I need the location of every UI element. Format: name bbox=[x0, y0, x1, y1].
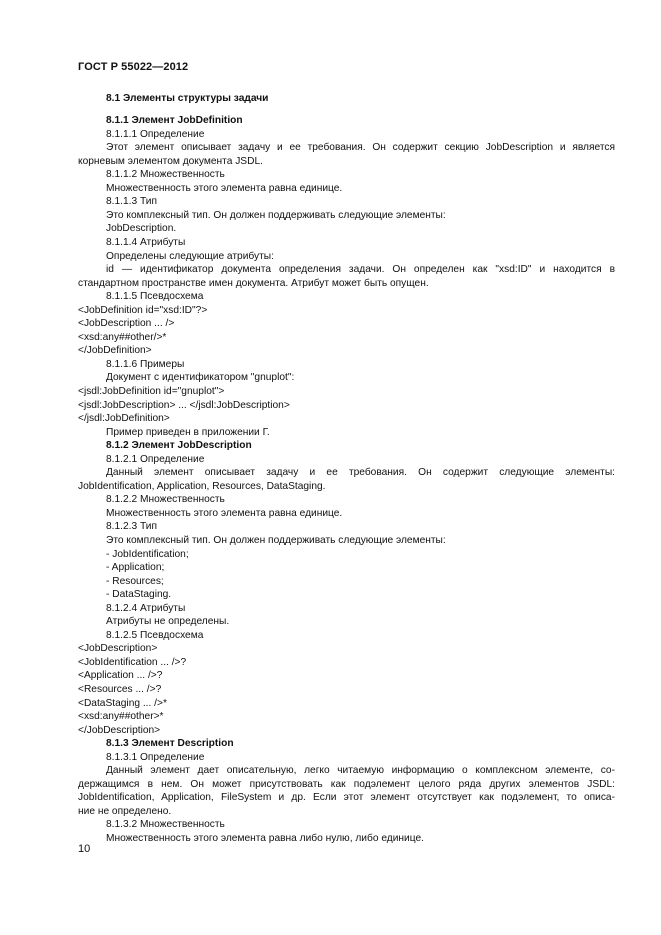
body-text-line: id — идентификатор документа определения задачи. Он определен как "xsd:ID" и находится в bbox=[106, 264, 615, 276]
body-text-line: Этот элемент описывает задачу и ее требования. Он содержит секцию JobDescription и является bbox=[106, 142, 615, 154]
body-text-line: 8.1.2.2 Множественность bbox=[106, 494, 225, 506]
page-number: 10 bbox=[78, 843, 91, 855]
body-text-line: 8.1.1.1 Определение bbox=[106, 128, 205, 140]
body-text-line: JobIdentification, Application, Resources, DataStaging. bbox=[78, 480, 326, 492]
body-text-line: Пример приведен в приложении Г. bbox=[106, 426, 270, 438]
body-text-line: 8.1.2.5 Псевдосхема bbox=[106, 629, 204, 641]
page-body bbox=[78, 92, 615, 846]
body-text-line: Данный элемент дает описательную, легко читаемую информацию о комплексном элементе, со- bbox=[106, 765, 615, 777]
body-text-line: <Resources ... />? bbox=[78, 684, 162, 696]
body-text-line: 8.1.1.6 Примеры bbox=[106, 358, 185, 370]
subsection-heading: 8.1.3 Элемент Description bbox=[106, 738, 234, 750]
body-text-line: 8.1.2.3 Тип bbox=[106, 521, 157, 533]
body-text-line: Множественность этого элемента равна либо нулю, либо единице. bbox=[106, 833, 424, 845]
body-text-line: JobIdentification, Application, FileSystem и др. Если этот элемент отсутствует как подэлемент, то описа- bbox=[78, 792, 615, 804]
body-text-line: 8.1.1.3 Тип bbox=[106, 196, 157, 208]
body-text-line: <DataStaging ... />* bbox=[78, 697, 167, 709]
body-text-line: Множественность этого элемента равна единице. bbox=[106, 182, 343, 194]
body-text-line: Это комплексный тип. Он должен поддерживать следующие элементы: bbox=[106, 535, 446, 546]
body-text-line: 8.1.2.4 Атрибуты bbox=[106, 602, 186, 614]
body-text-line: 8.1.1.5 Псевдосхема bbox=[106, 291, 204, 303]
body-text-line: </JobDescription> bbox=[78, 724, 161, 736]
body-text-line: <jsdl:JobDescription> ... </jsdl:JobDescription> bbox=[78, 399, 290, 411]
body-text-line: <JobDescription ... /> bbox=[78, 318, 175, 330]
body-text-line: Это комплексный тип. Он должен поддерживать следующие элементы: bbox=[106, 209, 446, 221]
body-text-line: <JobDefinition id="xsd:ID"?> bbox=[78, 304, 208, 316]
body-text-line: Определены следующие атрибуты: bbox=[106, 250, 274, 262]
body-text-line: <xsd:any##other/>* bbox=[78, 331, 167, 343]
body-text-line: JobDescription. bbox=[106, 223, 177, 235]
body-text-line: 8.1.3.2 Множественность bbox=[106, 819, 225, 831]
body-text-line: - Application; bbox=[106, 562, 165, 574]
body-text-line: <jsdl:JobDefinition id="gnuplot"> bbox=[78, 385, 225, 397]
subsection-heading: 8.1.2 Элемент JobDescription bbox=[106, 440, 252, 452]
body-text-line: <JobIdentification ... />? bbox=[78, 656, 187, 668]
body-text-line: - JobIdentification; bbox=[106, 548, 189, 560]
body-text-line: стандартном пространстве имен документа. Атрибут может быть опущен. bbox=[78, 277, 429, 289]
body-text-line: 8.1.3.1 Определение bbox=[106, 751, 205, 763]
body-text-line: Атрибуты не определены. bbox=[106, 616, 230, 628]
body-text-line: Данный элемент описывает задачу и ее требования. Он содержит следующие элементы: bbox=[106, 467, 615, 479]
body-text-line: <Application ... />? bbox=[78, 670, 163, 682]
section-heading: 8.1 Элементы структуры задачи bbox=[106, 93, 269, 104]
document-header: ГОСТ Р 55022—2012 bbox=[78, 61, 189, 73]
body-text-line: 8.1.2.1 Определение bbox=[106, 453, 205, 465]
body-text-line: ние не определено. bbox=[78, 805, 172, 817]
body-text-line: <JobDescription> bbox=[78, 643, 158, 655]
body-text-line: 8.1.1.4 Атрибуты bbox=[106, 236, 186, 248]
body-text-line: 8.1.1.2 Множественность bbox=[106, 169, 225, 181]
body-text-line: держащимся в нем. Он может присутствовать как подэлемент целого ряда других элементов JSDL: bbox=[78, 778, 615, 790]
body-text-line: Множественность этого элемента равна единице. bbox=[106, 507, 343, 519]
body-text-line: </JobDefinition> bbox=[78, 345, 152, 357]
body-text-line: <xsd:any##other>* bbox=[78, 711, 164, 723]
body-text-line: Документ с идентификатором "gnuplot": bbox=[106, 372, 295, 384]
body-text-line: - Resources; bbox=[106, 575, 164, 587]
subsection-heading: 8.1.1 Элемент JobDefinition bbox=[106, 115, 243, 127]
body-text-line: корневым элементом документа JSDL. bbox=[78, 155, 263, 167]
body-text-line: </jsdl:JobDefinition> bbox=[78, 413, 170, 425]
body-text-line: - DataStaging. bbox=[106, 589, 172, 601]
